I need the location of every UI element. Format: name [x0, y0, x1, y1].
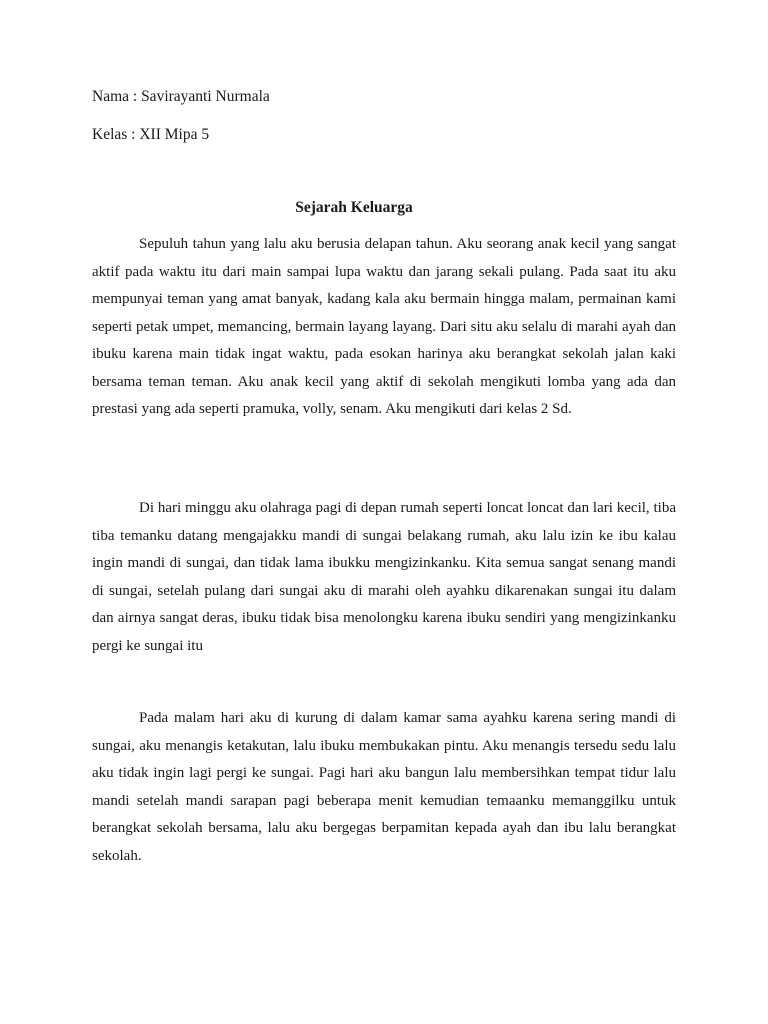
document-title: [0, 198, 708, 218]
document-title-text: Sejarah Keluarga: [295, 199, 413, 216]
paragraph-3: Pada malam hari aku di kurung di dalam kamar sama ayahku karena sering mandi di sungai, aku menangis ketakutan, lalu ibuku membukakan pintu. Aku menangis tersedu sedu lalu aku tidak ingin lagi pergi ke sungai. Pagi hari aku bangun lalu membersihkan tempat tidur lalu mandi setelah mandi sarapan pagi beberapa menit kemudian temaanku memanggilku untuk berangkat sekolah bersama, lalu aku bergegas berpamitan kepada ayah dan ibu lalu berangkat sekolah.: [92, 710, 676, 864]
student-name-line: Nama : Savirayanti Nurmala: [92, 88, 270, 105]
student-class-line: Kelas : XII Mipa 5: [92, 126, 210, 143]
paragraph-2: Di hari minggu aku olahraga pagi di depan rumah seperti loncat loncat dan lari kecil, tiba tiba temanku datang mengajakku mandi di sungai belakang rumah, aku lalu izin ke ibu kalau ingin mandi di sungai, dan tidak lama ibukku mengizinkanku. Kita semua sangat senang mandi di sungai, setelah pulang dari sungai aku di marahi oleh ayahku dikarenakan sungai itu dalam dan airnya sangat deras, ibuku tidak bisa menolongku karena ibuku sendiri yang mengizinkanku pergi ke sungai itu: [92, 500, 676, 654]
paragraph-1: Sepuluh tahun yang lalu aku berusia delapan tahun. Aku seorang anak kecil yang sangat aktif pada waktu itu dari main sampai lupa waktu dan jarang sekali pulang. Pada saat itu aku mempunyai teman yang amat banyak, kadang kala aku bermain hingga malam, permainan kami seperti petak umpet, memancing, bermain layang layang. Dari situ aku selalu di marahi ayah dan ibuku karena main tidak ingat waktu, pada esokan harinya aku berangkat sekolah jalan kaki bersama teman teman. Aku anak kecil yang aktif di sekolah mengikuti lomba yang ada dan prestasi yang ada seperti pramuka, volly, senam. Aku mengikuti dari kelas 2 Sd.: [92, 236, 676, 417]
